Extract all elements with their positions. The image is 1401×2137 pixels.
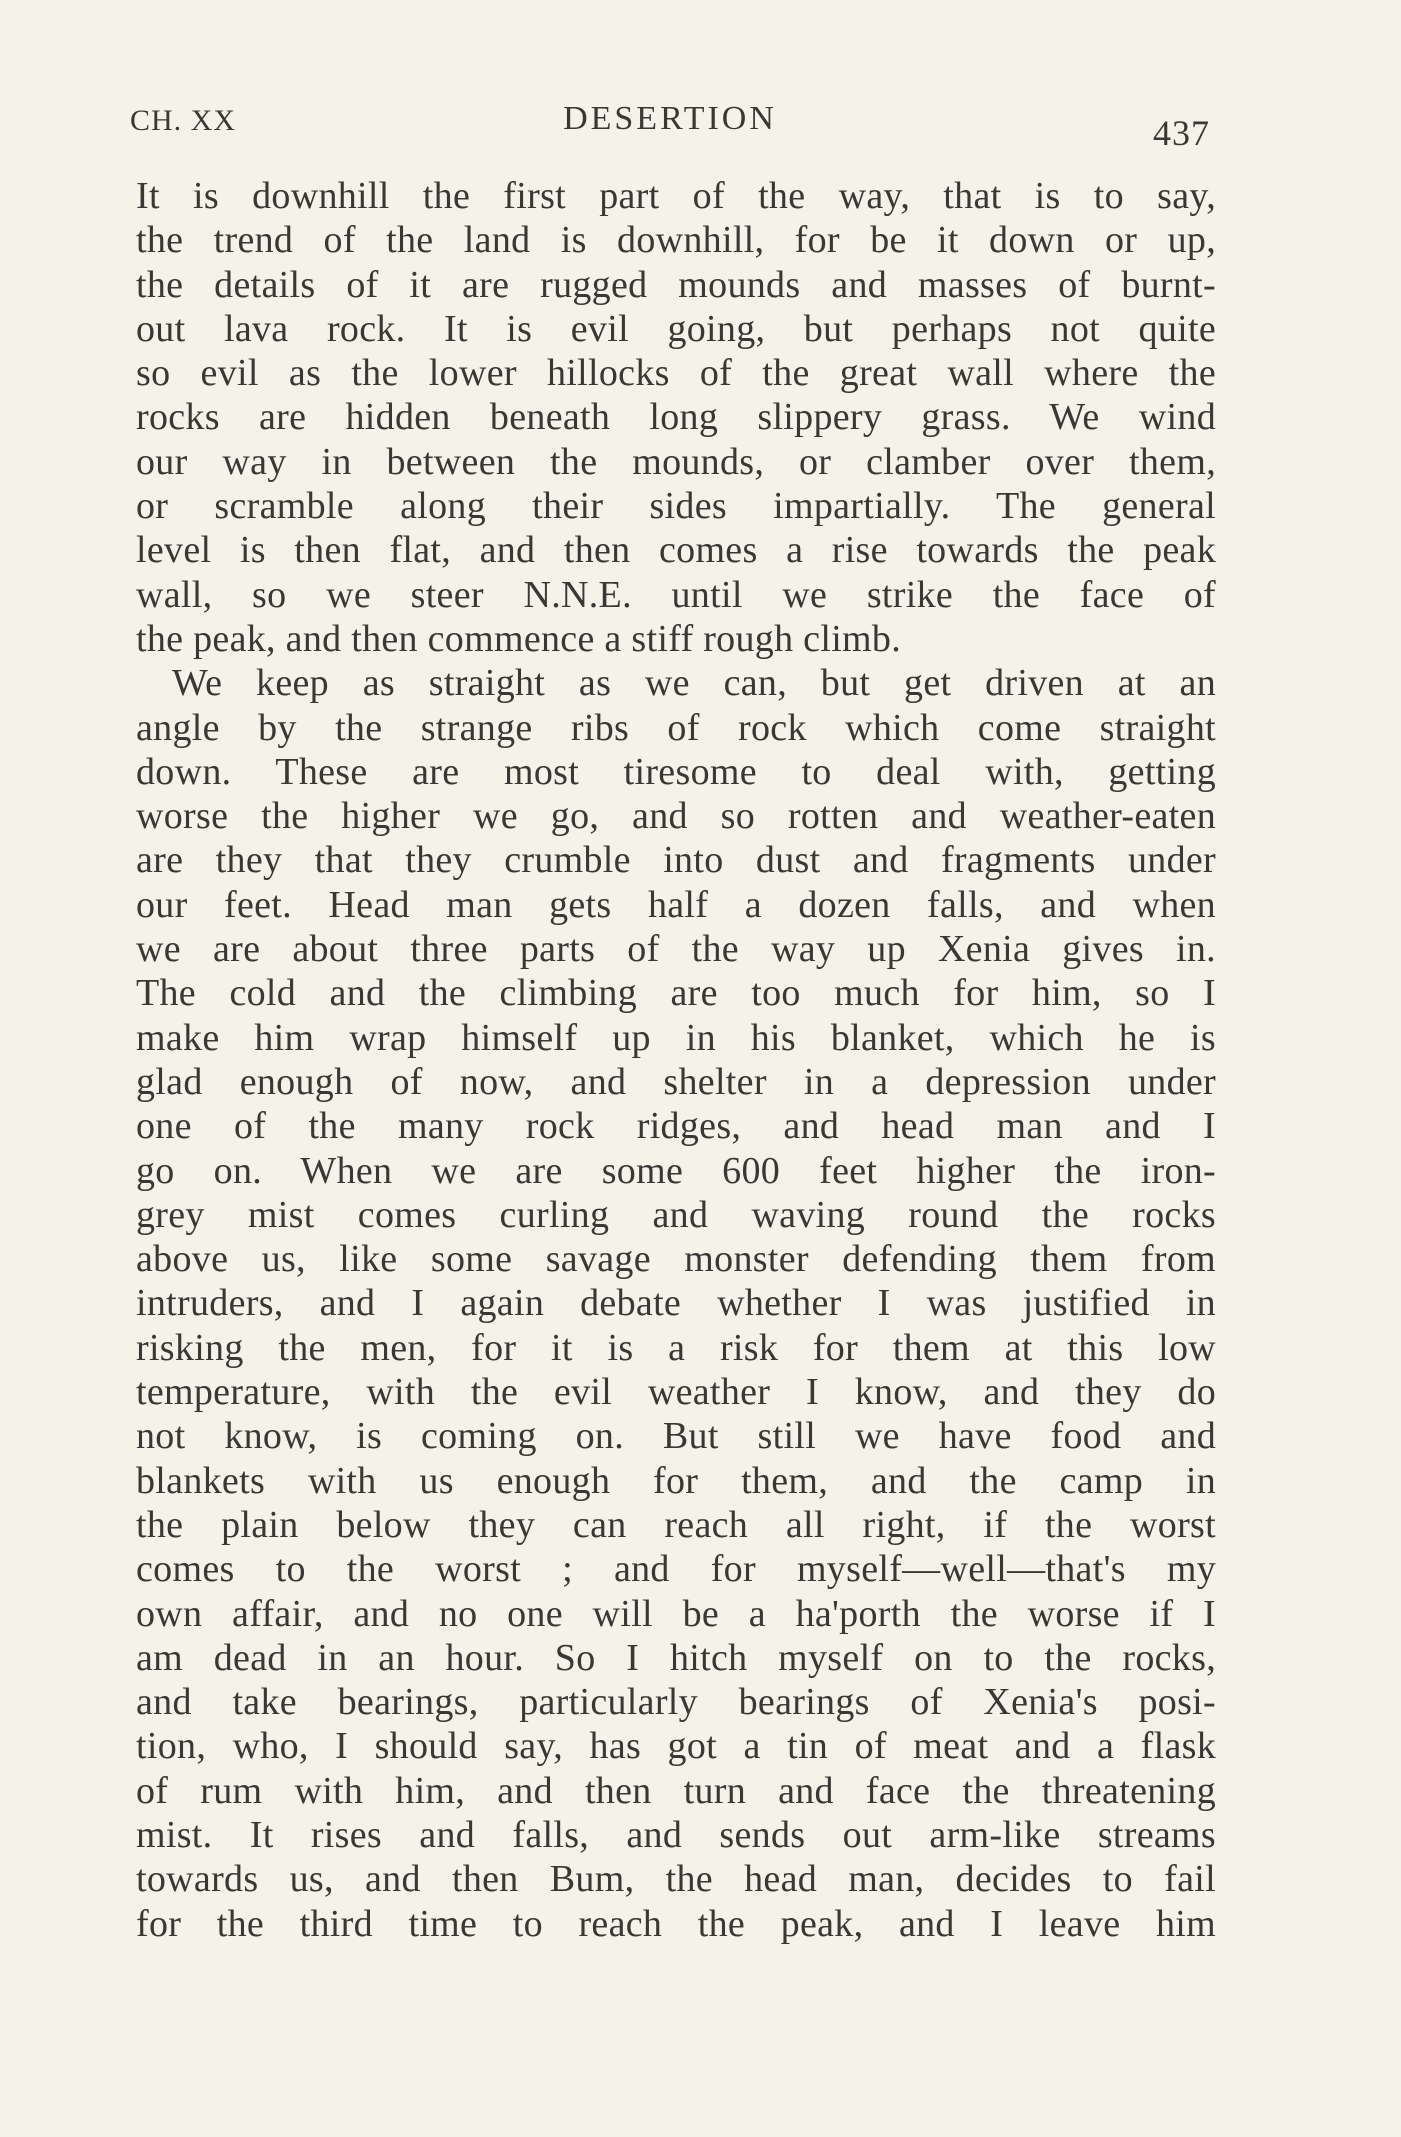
running-head	[130, 98, 1210, 158]
body-text	[136, 174, 1216, 1946]
text-line: one of the many rock ridges, and head man and I	[136, 1105, 1216, 1148]
text-line: for the third time to reach the peak, and I leave him	[136, 1902, 1216, 1945]
text-line: glad enough of now, and shelter in a depression under	[136, 1060, 1216, 1103]
chapter-title: DESERTION	[563, 100, 777, 137]
text-line: down. These are most tiresome to deal with, getting	[136, 750, 1216, 793]
text-line: tion, who, I should say, has got a tin of meat and a flask	[136, 1725, 1216, 1768]
text-line: blankets with us enough for them, and the camp in	[136, 1459, 1216, 1502]
text-line: so evil as the lower hillocks of the great wall where the	[136, 352, 1216, 395]
text-line: the peak, and then commence a stiff rough climb.	[136, 617, 902, 660]
text-line: The cold and the climbing are too much for him, so I	[136, 972, 1216, 1015]
page-number: 437	[1153, 113, 1210, 153]
chapter-label: CH. XX	[130, 104, 237, 137]
text-line: go on. When we are some 600 feet higher the iron-	[136, 1149, 1216, 1192]
text-line: of rum with him, and then turn and face the threatening	[136, 1769, 1216, 1812]
text-line: level is then flat, and then comes a rise towards the peak	[136, 529, 1216, 572]
text-line: not know, is coming on. But still we have food and	[136, 1415, 1216, 1458]
text-line: temperature, with the evil weather I know, and they do	[136, 1371, 1216, 1414]
paragraph	[136, 661, 1216, 1946]
text-line: risking the men, for it is a risk for them at this low	[136, 1326, 1216, 1369]
text-line: the trend of the land is downhill, for be it down or up,	[136, 219, 1216, 262]
text-line: the details of it are rugged mounds and masses of burnt-	[136, 263, 1216, 306]
text-line: make him wrap himself up in his blanket, which he is	[136, 1016, 1216, 1059]
paragraph	[136, 174, 1216, 661]
text-line: or scramble along their sides impartially. The general	[136, 485, 1216, 528]
text-line: are they that they crumble into dust and fragments under	[136, 839, 1216, 882]
text-line: am dead in an hour. So I hitch myself on to the rocks,	[136, 1636, 1216, 1679]
text-line: and take bearings, particularly bearings of Xenia's posi-	[136, 1681, 1216, 1724]
text-line: grey mist comes curling and waving round the rocks	[136, 1193, 1216, 1236]
text-line: We keep as straight as we can, but get driven at an	[172, 662, 1216, 705]
text-line: It is downhill the first part of the way, that is to say,	[136, 175, 1216, 217]
text-line: our way in between the mounds, or clamber over them,	[136, 440, 1216, 483]
text-line: towards us, and then Bum, the head man, decides to fail	[136, 1858, 1216, 1901]
text-line: intruders, and I again debate whether I was justified in	[136, 1282, 1216, 1325]
text-line: out lava rock. It is evil going, but perhaps not quite	[136, 307, 1216, 350]
text-line: rocks are hidden beneath long slippery grass. We wind	[136, 396, 1216, 439]
text-line: own affair, and no one will be a ha'porth the worse if I	[136, 1592, 1216, 1635]
text-line: worse the higher we go, and so rotten and weather-eaten	[136, 795, 1216, 838]
text-line: angle by the strange ribs of rock which come straight	[136, 706, 1216, 749]
text-line: wall, so we steer N.N.E. until we strike the face of	[136, 573, 1216, 616]
text-line: we are about three parts of the way up Xenia gives in.	[136, 928, 1216, 971]
text-line: mist. It rises and falls, and sends out arm-like streams	[136, 1813, 1216, 1856]
text-line: comes to the worst ; and for myself—well—that's my	[136, 1548, 1216, 1591]
text-line: our feet. Head man gets half a dozen falls, and when	[136, 883, 1216, 926]
text-line: the plain below they can reach all right, if the worst	[136, 1503, 1216, 1546]
text-line: above us, like some savage monster defending them from	[136, 1238, 1216, 1281]
